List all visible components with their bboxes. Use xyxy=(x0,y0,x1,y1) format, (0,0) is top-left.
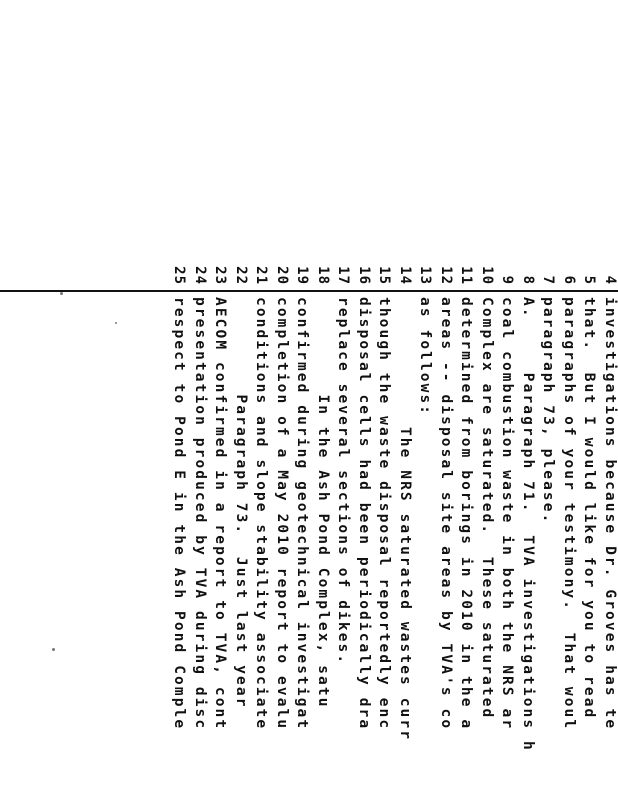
line-text: determined from borings in 2010 in the a xyxy=(458,297,475,731)
line-number: 19 xyxy=(294,266,311,285)
line-text: conditions and slope stability associate xyxy=(253,297,270,731)
line-text: The NRS saturated wastes curr xyxy=(397,297,413,742)
line-number: 18 xyxy=(315,266,331,285)
line-number: 13 xyxy=(417,266,434,285)
line-number: 5 xyxy=(581,275,598,285)
line-text: replace several sections of dikes. xyxy=(335,297,352,666)
line-text: completion of a May 2010 report to evalu xyxy=(274,297,290,731)
line-number: 15 xyxy=(376,266,393,285)
line-number: 10 xyxy=(479,266,495,285)
line-number: 12 xyxy=(438,266,454,285)
line-text: confirmed during geotechnical investigat xyxy=(294,297,311,731)
line-number: 17 xyxy=(335,266,352,285)
line-text: though the waste disposal reportedly enc xyxy=(376,297,393,731)
line-number: 24 xyxy=(192,266,208,285)
line-number: 23 xyxy=(212,266,229,285)
margin-rule xyxy=(0,290,618,292)
line-number: 4 xyxy=(602,275,618,285)
line-text: Paragraph 73. Just last year xyxy=(233,297,249,709)
line-text: In the Ash Pond Complex, satu xyxy=(315,297,331,709)
line-text: Complex are saturated. These saturated xyxy=(479,297,495,720)
line-number: 14 xyxy=(397,266,413,285)
line-text: AECOM confirmed in a report to TVA, cont xyxy=(212,297,229,731)
line-number: 8 xyxy=(520,275,536,285)
line-number: 9 xyxy=(499,275,516,285)
line-text: as follows: xyxy=(417,297,434,417)
line-text: areas -- disposal site areas by TVA's co xyxy=(438,297,454,731)
line-text: disposal cells had been periodically dra xyxy=(356,297,372,731)
line-number: 20 xyxy=(274,266,290,285)
line-text: A. Paragraph 71. TVA investigations h xyxy=(520,297,536,752)
line-number: 11 xyxy=(458,266,475,285)
line-text: paragraph 73, please. xyxy=(540,297,557,525)
line-number: 22 xyxy=(233,266,249,285)
line-number: 6 xyxy=(561,275,577,285)
line-text: that. But I would like for you to read xyxy=(581,297,598,720)
line-text: coal combustion waste in both the NRS ar xyxy=(499,297,516,731)
line-text: investigations because Dr. Groves has te xyxy=(602,297,618,731)
line-number: 25 xyxy=(171,266,188,285)
line-text: respect to Pond E in the Ash Pond Comple xyxy=(171,297,188,731)
line-number: 16 xyxy=(356,266,372,285)
line-number: 21 xyxy=(253,266,270,285)
line-text: presentation produced by TVA during disc xyxy=(192,297,208,731)
line-text: paragraphs of your testimony. That woul xyxy=(561,297,577,731)
line-number: 7 xyxy=(540,275,557,285)
